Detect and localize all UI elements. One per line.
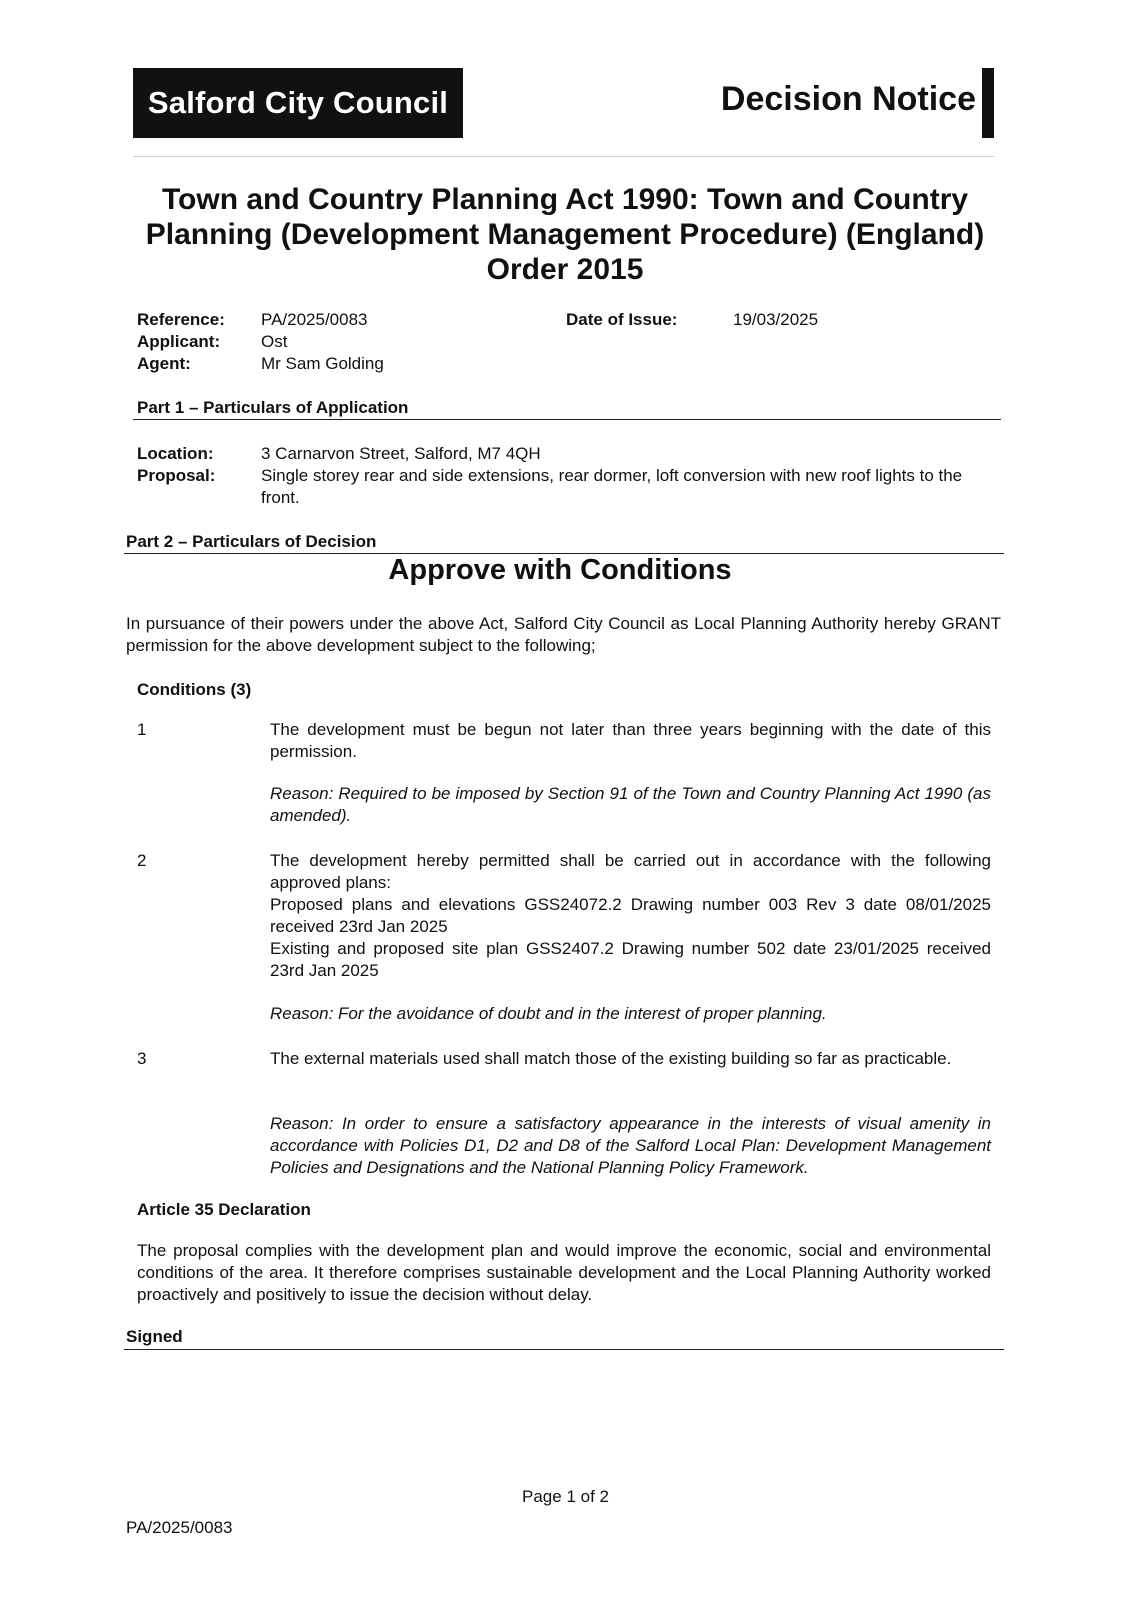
- applicant-label: Applicant:: [137, 332, 221, 351]
- article35-heading: Article 35 Declaration: [137, 1200, 311, 1219]
- proposal-value: Single storey rear and side extensions, rear dormer, loft conversion with new roof lights to the front.: [261, 466, 963, 507]
- date-label: Date of Issue:: [566, 310, 678, 329]
- condition-text: The development hereby permitted shall be carried out in accordance with the following approved plans:: [270, 851, 991, 892]
- part1-divider: [133, 419, 1001, 420]
- decision-intro: In pursuance of their powers under the above Act, Salford City Council as Local Planning Authority hereby GRANT permission for the above development subject to the following;: [126, 614, 1001, 655]
- condition-number: 3: [137, 1049, 147, 1068]
- document-title: Town and Country Planning Act 1990: Town and Country Planning (Development Management Procedure) (England) Order 2015: [145, 183, 985, 286]
- condition-reason: Reason: For the avoidance of doubt and in the interest of proper planning.: [270, 1004, 827, 1023]
- proposal-label: Proposal:: [137, 466, 216, 485]
- council-logo: [133, 68, 463, 138]
- notice-title: Decision Notice: [720, 80, 976, 118]
- page-number: Page 1 of 2: [522, 1487, 609, 1506]
- condition-text: The development must be begun not later than three years beginning with the date of this permission.: [270, 720, 991, 761]
- header-accent-bar: [982, 68, 994, 138]
- condition-reason: Reason: In order to ensure a satisfactory appearance in the interests of visual amenity in accordance with Policies D1, D2 and D8 of the Salford Local Plan: Development Management Policies and Designations and the National Planning Policy Framework.: [270, 1114, 991, 1177]
- reference-value: PA/2025/0083: [261, 310, 368, 329]
- council-name: Salford City Council: [147, 85, 449, 120]
- signed-divider: [124, 1349, 1004, 1350]
- footer-reference: PA/2025/0083: [126, 1518, 233, 1537]
- agent-label: Agent:: [137, 354, 191, 373]
- location-value: 3 Carnarvon Street, Salford, M7 4QH: [261, 444, 541, 463]
- condition-number: 2: [137, 851, 147, 870]
- agent-value: Mr Sam Golding: [261, 354, 384, 373]
- part1-heading: Part 1 – Particulars of Application: [137, 398, 409, 417]
- date-value: 19/03/2025: [733, 310, 819, 329]
- article35-text: The proposal complies with the development plan and would improve the economic, social and environmental conditions of the area. It therefore comprises sustainable development and the Local Planning Authority worked proactively and positively to issue the decision without delay.: [137, 1241, 991, 1304]
- condition-number: 1: [137, 720, 147, 739]
- header-divider: [133, 156, 994, 157]
- condition-reason: Reason: Required to be imposed by Section 91 of the Town and Country Planning Act 1990 (as amended).: [270, 784, 991, 825]
- approved-plan-item: Existing and proposed site plan GSS2407.2 Drawing number 502 date 23/01/2025 received 23rd Jan 2025: [270, 939, 991, 980]
- location-label: Location:: [137, 444, 214, 463]
- condition-text: The external materials used shall match those of the existing building so far as practicable.: [270, 1049, 952, 1068]
- decision-heading: Approve with Conditions: [388, 554, 732, 586]
- reference-label: Reference:: [137, 310, 225, 329]
- part2-heading: Part 2 – Particulars of Decision: [126, 532, 377, 551]
- signed-heading: Signed: [126, 1327, 183, 1346]
- applicant-value: Ost: [261, 332, 288, 351]
- conditions-heading: Conditions (3): [137, 680, 252, 699]
- approved-plan-item: Proposed plans and elevations GSS24072.2 Drawing number 003 Rev 3 date 08/01/2025 received 23rd Jan 2025: [270, 895, 991, 936]
